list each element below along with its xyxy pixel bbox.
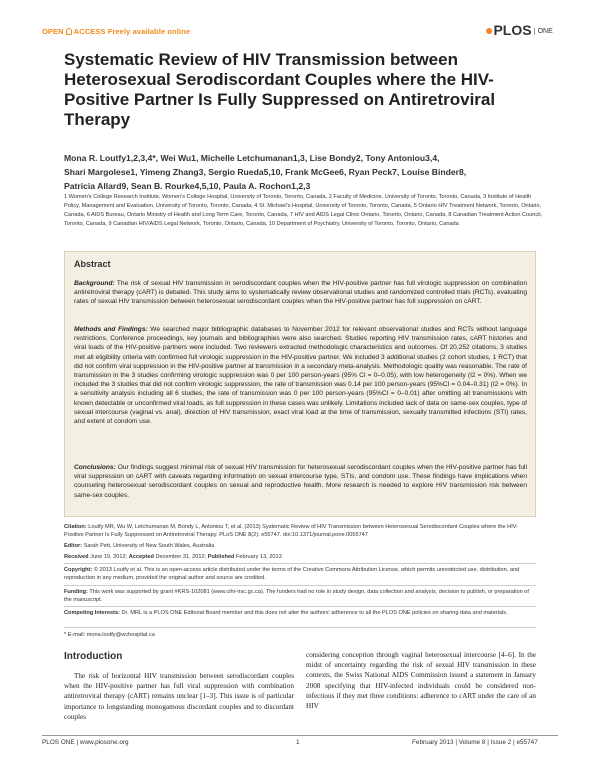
competing-interests bbox=[64, 609, 536, 617]
footer-journal[interactable]: PLOS ONE | www.plosone.org bbox=[42, 739, 129, 746]
abstract-methods bbox=[74, 325, 527, 426]
author-line: Shari Margolese1, Yimeng Zhang3, Sergio Rueda5,10, Frank McGee6, Ryan Peck7, Louise Binder8, bbox=[64, 167, 467, 177]
citation-text: Loutfy MR, Wu W, Letchumanan M, Bondy L, Antoniou T, et al. (2013) Systematic Review of HIV Transmission between Heterosexual Serodiscordant Couples where the HIV-Positive Partner Is Fully Suppressed on Antiretroviral Therapy. PLoS ONE 8(2): e55747. doi:10.1371/journal.pone.0055747 bbox=[64, 524, 519, 538]
citation-label: Citation: bbox=[64, 524, 87, 530]
copyright bbox=[64, 566, 536, 582]
competing-text: Dr. MRL is a PLOS ONE Editorial Board member and this does not alter the authors' adherence to all the PLOS ONE policies on sharing data and materials. bbox=[121, 610, 508, 616]
published-date: February 13, 2013 bbox=[236, 554, 282, 560]
divider bbox=[64, 585, 536, 586]
funding bbox=[64, 588, 536, 604]
abstract-heading: Abstract bbox=[74, 259, 111, 269]
accepted-label: Accepted bbox=[128, 554, 154, 560]
received-label: Received bbox=[64, 554, 89, 560]
funding-label: Funding: bbox=[64, 589, 88, 595]
copyright-text: © 2013 Loutfy et al. This is an open-access article distributed under the terms of the Creative Commons Attribution License, which permits unrestricted use, distribution, and reproduction in any medium, provided the original author and source are credited. bbox=[64, 567, 520, 581]
open-text: OPEN bbox=[42, 27, 64, 36]
logo-one: ONE bbox=[534, 28, 553, 35]
plos-dot-icon: ● bbox=[485, 22, 494, 38]
plos-one-logo[interactable] bbox=[485, 22, 553, 38]
author-line: Patricia Allard9, Sean B. Rourke4,5,10, Paula A. Rochon1,2,3 bbox=[64, 181, 311, 191]
author-list bbox=[64, 151, 544, 193]
received-date: June 19, 2012; bbox=[90, 554, 128, 560]
intro-left-column: The risk of horizontal HIV transmission between serodiscordant couples when the HIV-positive partner has full viral suppression with combination antiretroviral therapy (cART) remains unclear [1–3]. This issue is of particular importance to longstanding monogamous discordant couples and to discordant couples bbox=[64, 672, 294, 721]
divider bbox=[64, 606, 536, 607]
abstract-background bbox=[74, 279, 527, 307]
abstract-conclusions bbox=[74, 463, 527, 500]
intro-heading: Introduction bbox=[64, 651, 123, 662]
copyright-label: Copyright: bbox=[64, 567, 93, 573]
open-access-badge bbox=[42, 27, 190, 36]
conclusions-text: Our findings suggest minimal risk of sexual HIV transmission for heterosexual serodiscordant couples when the HIV-positive partner has full viral suppression on cART with caveats regarding information on sexual intercourse type, STIs, and condom use. These findings have implications when counseling heterosexual serodiscordant couples on sexual and reproductive health. More research is needed to explore HIV transmission risk between same-sex couples. bbox=[74, 464, 527, 499]
editor-label: Editor: bbox=[64, 543, 83, 549]
affiliations: 1 Women's College Research Institute, Women's College Hospital, University of Toronto, Toronto, Canada, 2 Faculty of Medicine, University of Toronto, Toronto, Canada, 3 Institute of Health Policy, Management and Evaluation, University of Toronto, Toronto, Canada, 4 St. Michael's Hospital, University of Toronto, Toronto, Canada, 5 Ontario HIV Treatment Network, Toronto, Ontario, Canada, 6 AIDS Bureau, Ontario Ministry of Health and Long Term Care, Toronto, Canada, 7 HIV and AIDS Legal Clinic Ontario, Toronto, Ontario, Canada, 8 Canadian Treatment Action Council, Toronto, Canada, 9 Canadian HIV/AIDS Legal Network, Toronto, Ontario, Canada, 10 Department of Psychiatry, University of Toronto, Toronto, Ontario, Canada bbox=[64, 194, 543, 227]
conclusions-label: Conclusions: bbox=[74, 464, 116, 471]
author-line: Mona R. Loutfy1,2,3,4*, Wei Wu1, Michelle Letchumanan1,3, Lise Bondy2, Tony Antoniou3,4, bbox=[64, 153, 440, 163]
article-title: Systematic Review of HIV Transmission between Heterosexual Serodiscordant Couples where the HIV-Positive Partner Is Fully Suppressed on Antiretroviral Therapy bbox=[64, 50, 496, 129]
access-text: ACCESS bbox=[73, 27, 106, 36]
footer-rule bbox=[42, 735, 558, 736]
intro-right-column: considering conception through vaginal heterosexual intercourse [4–6]. In the midst of uncertainty regarding the risk of sexual HIV transmission in these contexts, the Swiss National AIDS Commission issued a statement in January 2008 specifying that HIV-infected individuals could be considered non-infectious if they met three conditions: adherence to cART under the care of an HIV bbox=[306, 651, 536, 711]
divider bbox=[64, 627, 536, 628]
email: * E-mail: mona.loutfy@wchospital.ca bbox=[64, 632, 155, 638]
competing-label: Competing Interests: bbox=[64, 610, 120, 616]
freely-available-text: Freely available online bbox=[107, 27, 191, 36]
background-text: The risk of sexual HIV transmission in serodiscordant couples when the HIV-positive partner has full virologic suppression on combination antiretroviral therapy (cART) is debated. This study aims to systematically review observational studies and randomized controlled trials (RCTs), evaluating rates of sexual HIV transmission between heterosexual serodiscordant couples when the HIV-positive partner has full suppression on cART. bbox=[74, 280, 528, 306]
logo-plos: PLOS bbox=[493, 22, 532, 38]
footer-issue: February 2013 | Volume 8 | Issue 2 | e55747 bbox=[412, 739, 538, 746]
dates bbox=[64, 553, 536, 561]
methods-label: Methods and Findings: bbox=[74, 326, 148, 333]
published-label: Published bbox=[207, 554, 235, 560]
accepted-date: December 31, 2012; bbox=[155, 554, 207, 560]
background-label: Background: bbox=[74, 280, 115, 287]
funding-text: This work was supported by grant #KRS-102081 (www.cihr-irsc.gc.ca). The funders had no role in study design, data collection and analysis, decision to publish, or preparation of the manuscript. bbox=[64, 589, 529, 603]
editor bbox=[64, 542, 536, 550]
divider bbox=[64, 563, 536, 564]
methods-text: We searched major bibliographic databases to November 2012 for relevant observational studies and RCTs without language restrictions. Conference proceedings, key journals and bibliographies were also searched. Studies reporting HIV transmission rates, cART histories and viral loads of the HIV-positive partners were included. Two reviewers extracted methodologic characteristics and outcomes. Of 20,252 citations, 3 studies met all eligibility criteria with confirmed full virologic suppression in the HIV-positive partner. We included 3 additional studies (2 cohort studies, 1 RCT) that did not confirm viral suppression in the HIV-positive partner at transmission in a secondary meta-analysis. Methodologic quality was reasonable. The rate of transmission in the 3 studies confirming virologic suppression was 0 per 100 person-years (95% CI = 0–0.05), with low heterogeneity (I2 = 0%). When we included the 3 studies that did not confirm virologic suppression, the rate of transmission was 0.14 per 100 person-years (95%CI = 0.04–0.31) (I2 = 0%). In a sensitivity analysis including all 6 studies, the rate of transmission was 0 per 100 person-years (95%CI = 0–0.01) after omitting all transmissions with known detectable or unconfirmed viral loads, as full suppression in these cases was unlikely. Limitations included lack of data on same-sex couples, type of sexual intercourse (vaginal vs. anal), direction of HIV transmission, exact viral load at the time of transmission, sexually transmitted infections (STI) rates, and extent of condom use. bbox=[74, 326, 527, 426]
citation bbox=[64, 523, 536, 539]
open-lock-icon bbox=[66, 28, 72, 35]
page-number: 1 bbox=[296, 739, 300, 746]
editor-text: Sarah Pett, University of New South Wales, Australia bbox=[83, 543, 215, 549]
